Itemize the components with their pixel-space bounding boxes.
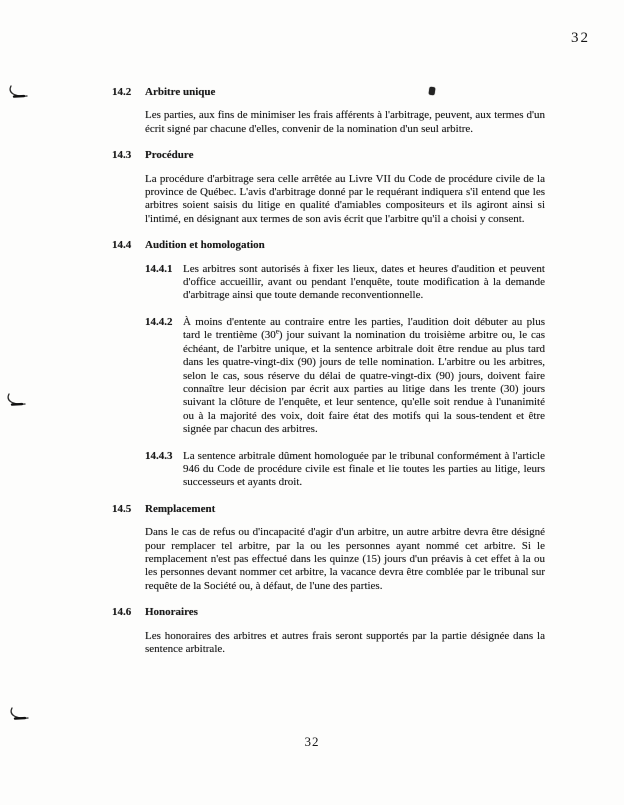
page-number-top: 32 bbox=[571, 30, 590, 46]
section-procedure bbox=[112, 149, 545, 226]
section-paragraph: La procédure d'arbitrage sera celle arrêtée au Livre VII du Code de procédure civile de la province de Québec. L'avis d'arbitrage donné par le requérant indiquera s'il entend que les arbitres soient saisis du litige en qualité d'amiables compositeurs et ils agiront ainsi si l'intimé, en désignant aux termes de son avis écrit que l'arbitre qu'il a choisi y consent. bbox=[145, 172, 545, 225]
section-number: 14.4 bbox=[112, 239, 132, 252]
section-heading bbox=[112, 239, 545, 252]
subsection-paragraph bbox=[183, 316, 545, 437]
section-title: Remplacement bbox=[145, 502, 216, 515]
section-heading bbox=[112, 606, 545, 619]
subsection-14-4-1 bbox=[145, 263, 545, 303]
pen-stroke-icon bbox=[7, 85, 29, 101]
subsection-14-4-3 bbox=[145, 450, 545, 490]
subsection-paragraph: La sentence arbitrale dûment homologuée par le tribunal conformément à l'article 946 du Code de procédure civile est finale et lie toutes les parties au litige, leurs successeurs et ayants droit. bbox=[183, 449, 545, 489]
section-number: 14.6 bbox=[112, 606, 132, 619]
subsection-number: 14.4.2 bbox=[145, 315, 173, 328]
section-heading bbox=[112, 86, 545, 99]
subsection-text-part: À moins d'entente au contraire entre les parties, l'audition doit débuter au plus tard le trentième (30 bbox=[183, 315, 545, 342]
section-number: 14.5 bbox=[112, 502, 132, 515]
pen-stroke-icon bbox=[8, 707, 30, 723]
section-paragraph: Dans le cas de refus ou d'incapacité d'agir d'un arbitre, un autre arbitre devra être désigné pour remplacer tel arbitre, par la ou les personnes ayant nommé cet arbitre. Si le remplacement n'est pas effectué dans les quinze (15) jours d'un préavis à cet effet à la ou les personnes devant nommer cet arbitre, la vacance devra être comblée par le tribunal sur requête de la Société ou, à défaut, de l'une des parties. bbox=[145, 526, 545, 592]
section-honoraires bbox=[112, 606, 545, 656]
subsection-14-4-2 bbox=[145, 316, 545, 437]
pen-stroke-icon bbox=[5, 393, 27, 409]
section-heading bbox=[112, 149, 545, 162]
subsection-number: 14.4.1 bbox=[145, 262, 173, 275]
subsection-text-part: ) jour suivant la nomination du troisième arbitre ou, le cas échéant, de l'arbitre unique, et la sentence arbitrale doit être rendue au plus tard dans les quatre-vingt-dix (90) jours de telle nomination. L'arbitre ou les arbitres, selon le cas, sous réserve du délai de quatre-vingt-dix (90) jours, doivent faire connaître leur décision par écrit aux parties au litige dans les trente (30) jours suivant la clôture de l'enquête, et leur sentence, qu'elle soit rendue à l'unanimité ou à la majorité des voix, doit faire état des motifs qui la sous-tendent et être signée par chacun des arbitres. bbox=[183, 329, 545, 436]
section-arbitre-unique bbox=[112, 86, 545, 136]
ordinal-superscript: e bbox=[275, 327, 279, 336]
section-title: Audition et homologation bbox=[145, 239, 265, 252]
section-audition-et-homologation bbox=[112, 239, 545, 490]
section-number: 14.3 bbox=[112, 149, 132, 162]
subsection-number: 14.4.3 bbox=[145, 449, 173, 462]
section-title: Honoraires bbox=[145, 606, 198, 619]
contract-text-block bbox=[112, 86, 545, 669]
section-paragraph: Les honoraires des arbitres et autres frais seront supportés par la partie désignée dans la sentence arbitrale. bbox=[145, 629, 545, 655]
section-title: Procédure bbox=[145, 149, 194, 162]
section-title: Arbitre unique bbox=[145, 86, 216, 98]
section-heading bbox=[112, 503, 545, 516]
subsection-paragraph: Les arbitres sont autorisés à fixer les lieux, dates et heures d'audition et peuvent d'office accueillir, avant ou pendant l'enquête, toute modification à la demande d'arbitrage ainsi que toute demande reconventionnelle. bbox=[183, 262, 545, 302]
section-remplacement bbox=[112, 503, 545, 593]
section-number: 14.2 bbox=[112, 86, 132, 98]
page-number-bottom: 32 bbox=[304, 734, 320, 749]
section-paragraph: Les parties, aux fins de minimiser les frais afférents à l'arbitrage, peuvent, aux termes d'un écrit signé par chacune d'elles, convenir de la nomination d'un seul arbitre. bbox=[145, 109, 545, 135]
